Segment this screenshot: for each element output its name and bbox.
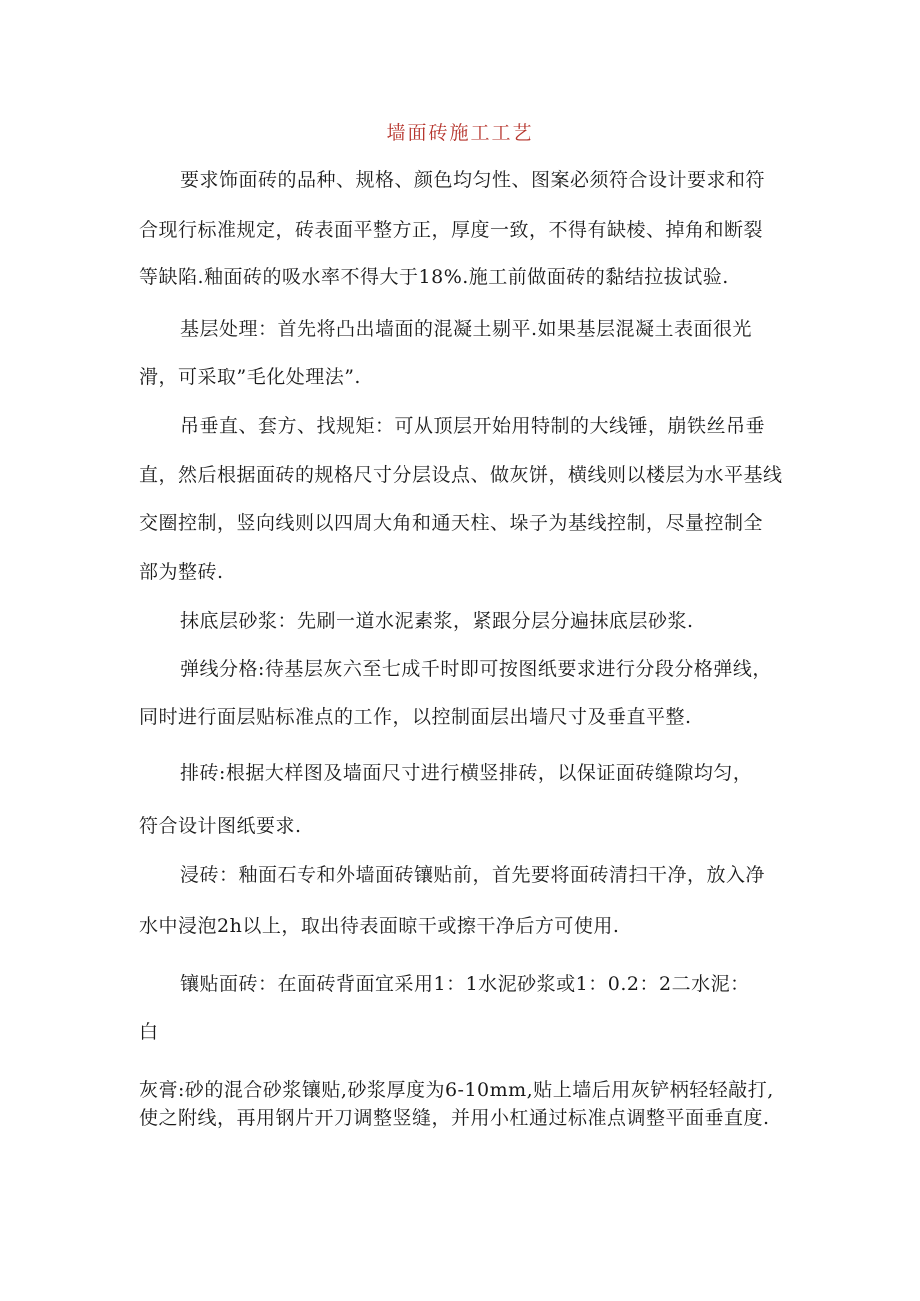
paragraph-line: 镶贴面砖：在面砖背面宜采用1：1水泥砂浆或1：0.2：2二水泥： [180, 973, 750, 995]
paragraph-line: 基层处理：首先将凸出墙面的混凝土剔平.如果基层混凝土表面很光 [180, 318, 753, 340]
paragraph-line: 合现行标准规定，砖表面平整方正，厚度一致，不得有缺棱、掉角和断裂 [139, 219, 764, 241]
document-title: 墙面砖施工工艺 [386, 122, 534, 144]
paragraph-line: 抹底层砂浆：先刷一道水泥素浆，紧跟分层分遍抹底层砂浆. [180, 610, 694, 632]
paragraph-line: 同时进行面层贴标准点的工作，以控制面层出墙尺寸及垂直平整. [139, 706, 692, 728]
paragraph-line: 部为整砖. [139, 561, 224, 583]
paragraph-line: 吊垂直、套方、找规矩：可从顶层开始用特制的大线锤，崩铁丝吊垂 [180, 415, 766, 437]
paragraph-line: 使之附线，再用钢片开刀调整竖缝，并用小杠通过标准点调整平面垂直度. [139, 1107, 770, 1129]
paragraph-line: 浸砖：釉面石专和外墙面砖镶贴前，首先要将面砖清扫干净，放入净 [180, 864, 766, 886]
paragraph-line: 滑，可采取”毛化处理法”. [139, 366, 361, 388]
paragraph-line: 排砖:根据大样图及墙面尺寸进行横竖排砖，以保证面砖缝隙均匀， [180, 762, 753, 784]
paragraph-line: 灰膏:砂的混合砂浆镶贴,砂浆厚度为6-10mm,贴上墙后用灰铲柄轻轻敲打, [139, 1079, 774, 1101]
paragraph-line: 等缺陷.釉面砖的吸水率不得大于18%.施工前做面砖的黏结拉拔试验. [139, 266, 729, 288]
paragraph-line: 水中浸泡2h以上，取出待表面晾干或擦干净后方可使用. [139, 915, 620, 937]
paragraph-line: 符合设计图纸要求. [139, 815, 302, 837]
paragraph-line: 交圈控制，竖向线则以四周大角和通天柱、垛子为基线控制，尽量控制全 [139, 512, 764, 534]
paragraph-line: 弹线分格:待基层灰六至七成千时即可按图纸要求进行分段分格弹线， [180, 658, 772, 680]
paragraph-line: 要求饰面砖的品种、规格、颜色均匀性、图案必须符合设计要求和符 [180, 169, 766, 191]
paragraph-line: 直，然后根据面砖的规格尺寸分层设点、做灰饼，横线则以楼层为水平基线 [139, 464, 783, 486]
paragraph-line: 白 [139, 1021, 159, 1043]
